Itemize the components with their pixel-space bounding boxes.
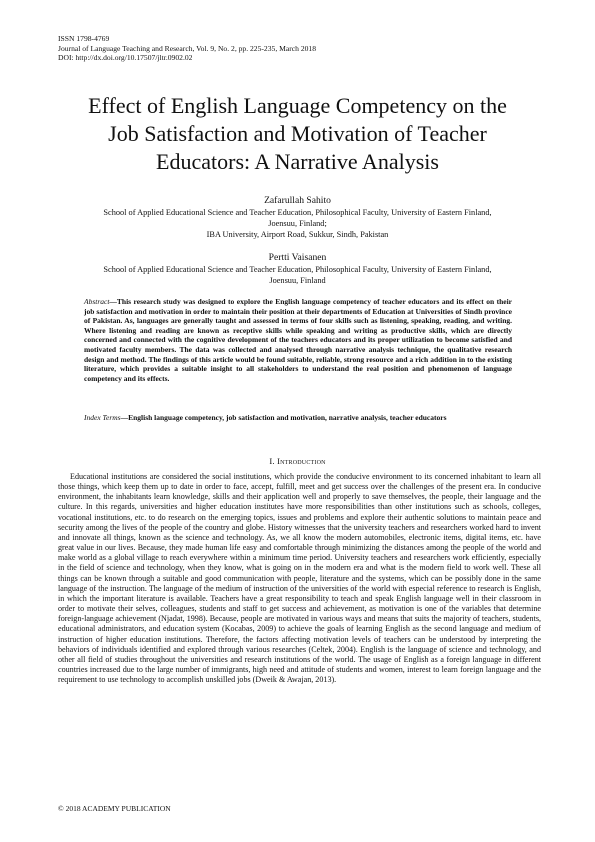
- paper-title: [40, 92, 555, 176]
- title-line: Effect of English Language Competency on the: [88, 93, 507, 118]
- title-line: Job Satisfaction and Motivation of Teacher: [108, 121, 487, 146]
- index-terms-text: —English language competency, job satisfaction and motivation, narrative analysis, teacher educators: [120, 413, 447, 422]
- body-paragraph: Educational institutions are considered the social institutions, which provide the conducive environment to its concerned inhabitant to learn all those things, which keep them up to date in order to face, accept, fulfill, meet and get success over the challenges of the present era. In conducive environment, the inhabitants learn knowledge, skills and their application well and properly to save themselves, the people, their language and the culture. In this regards, universities and higher education institutes have more responsibilities than other institutions such as schools, colleges, vocational institutions, etc. to do research on the emerging topics, issues and problems and explore their authentic solutions to maintain peace and security among the lives of the people of the country and globe. History witnesses that the university teachers and researchers worked hard to invent and innovate all things, known as the science and technology. As, we all know the modern automobiles, electronic items, digital items, etc. have great value in our lives. Because, they made human life easy and comfortable through minimizing the distances among the people of the world and make world as a global village to reach everywhere within a minimum time period. University teachers and researchers work efficiently, especially in the field of science and technology, when they know, what is going on in the modern era and what is the modern field to work well. These all things can be known through a suitable and good communication with people, literature and the systems, which can be possibly done in the same language of the instruction. The language of the medium of instruction of the universities of the world with especial reference to research is English, in which the important literature is available. Teachers have a great responsibility to teach and speak English language well in their classroom in order to motivate their selves, colleagues, students and staff to get success and achievement, as motivation is one of the variables that determine foreign-language achievement (Njadat, 1998). Because, people are motivated in various ways and means that suits the majority of teachers, students, educational administrators, and education system (Kocabas, 2009) to achieve the goals of learning English as the second language and medium of instruction of higher education institutions. Therefore, the factors affecting motivation levels of teachers can be understood by interpreting the behaviors of individuals identified and explored through various researches (Celtek, 2004). English is the language of science and technology, and other all field of studies throughout the universities and research institutions of the world. The usage of English as a foreign language in different countries increased due to the large number of immigrants, high need and attitude of students and women, interest to learn foreign language and the requirement to use technology to accomplish unskilled jobs (Dweik & Awajan, 2013).: [58, 472, 541, 685]
- copyright-footer: © 2018 ACADEMY PUBLICATION: [58, 804, 171, 813]
- index-terms: [84, 413, 512, 423]
- author-name: Zafarullah Sahito: [264, 195, 331, 206]
- section-heading: [40, 456, 555, 466]
- title-line: Educators: A Narrative Analysis: [156, 149, 439, 174]
- abstract-text: —This research study was designed to explore the English language competency of teacher educators and its effect on their job satisfaction and motivation in order to maintain their position at their departments of Education at Universities of Sindh province of Pakistan. As, languages are generally taught and assessed in terms of four skills such as listening, speaking, reading, and writing. Where listening and reading are known as receptive skills while speaking and writing as productive skills, which are directly concerned and connected with the cognitive development of the teachers educators and its proper utilization to become satisfied and motivated faculty members. The data was collected and analysed through narrative analysis technique, the qualitative research design and method. The findings of this article would be found suitable, reliable, strong resource and a rich addition in to the existing literature, which provides a suitable insight to all stakeholders to understand the real position and phenomenon of language competency and its effects.: [84, 297, 512, 383]
- author-affiliation: School of Applied Educational Science and Teacher Education, Philosophical Faculty, University of Eastern Finland,: [103, 208, 492, 217]
- author-affiliation: School of Applied Educational Science and Teacher Education, Philosophical Faculty, University of Eastern Finland,: [103, 265, 492, 274]
- doi-link[interactable]: DOI: http://dx.doi.org/10.17507/jltr.0902.02: [58, 53, 193, 63]
- journal-header: [58, 34, 316, 63]
- issn: ISSN 1798-4769: [58, 34, 110, 43]
- author-affiliation: Joensuu, Finland: [269, 276, 326, 285]
- abstract: [84, 297, 512, 383]
- author-affiliation: Joensuu, Finland;: [268, 219, 327, 228]
- author-affiliation: IBA University, Airport Road, Sukkur, Sindh, Pakistan: [206, 230, 389, 239]
- author-name: Pertti Vaisanen: [268, 252, 327, 263]
- section-title: Introduction: [277, 456, 326, 466]
- index-terms-label: Index Terms: [84, 413, 121, 422]
- abstract-label: Abstract: [84, 297, 110, 306]
- section-number: I.: [269, 456, 278, 466]
- journal-citation: Journal of Language Teaching and Research, Vol. 9, No. 2, pp. 225-235, March 2018: [58, 43, 317, 53]
